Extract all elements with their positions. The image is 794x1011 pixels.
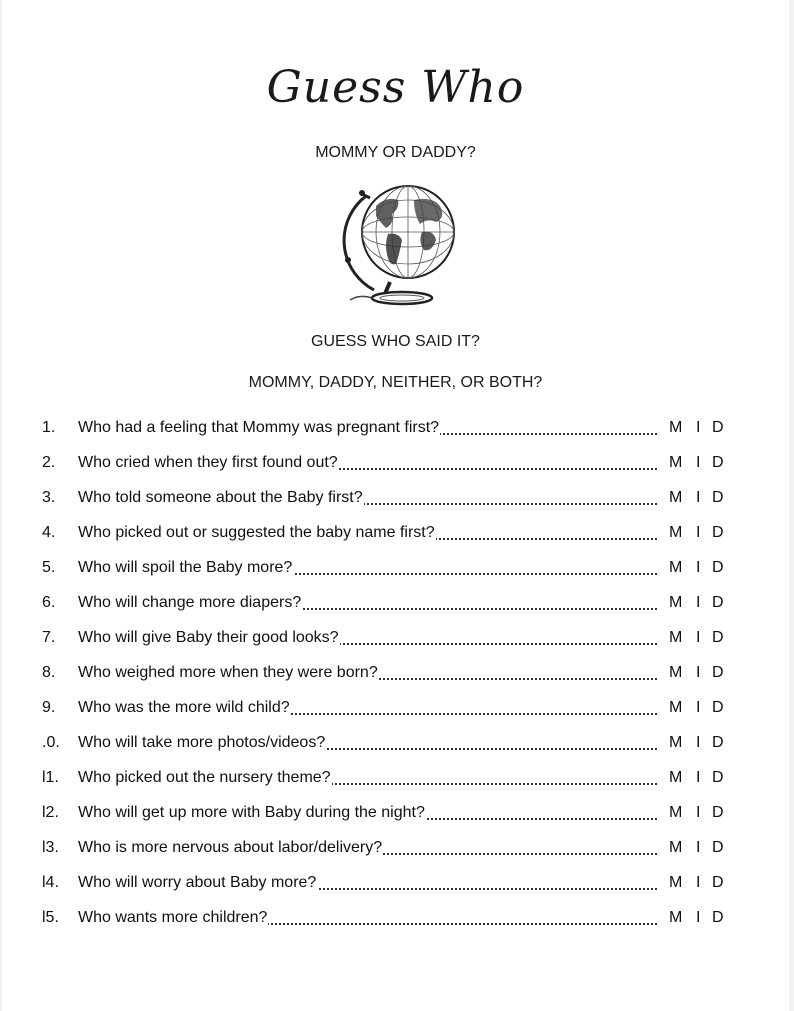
subtitle-guess-who-said-it: GUESS WHO SAID IT?: [311, 333, 480, 350]
question-text: Who picked out or suggested the baby name first?: [78, 524, 435, 541]
choice-separator: I: [696, 489, 701, 506]
choice-d: D: [712, 909, 724, 926]
question-text: Who had a feeling that Mommy was pregnant first?: [78, 419, 440, 436]
choice-m: M: [669, 699, 683, 716]
question-text: Who will take more photos/videos?: [78, 734, 326, 751]
question-number: 2.: [42, 454, 56, 471]
choice-d: D: [712, 734, 724, 751]
choice-separator: I: [696, 769, 701, 786]
question-text: Who picked out the nursery theme?: [78, 769, 331, 786]
subtitle-mommy-or-daddy: MOMMY OR DADDY?: [315, 144, 476, 161]
subtitle-answer-options: MOMMY, DADDY, NEITHER, OR BOTH?: [248, 374, 543, 391]
question-number: l2.: [42, 804, 59, 821]
question-number: 5.: [42, 559, 56, 576]
choice-d: D: [712, 664, 724, 681]
question-text: Who was the more wild child?: [78, 699, 290, 716]
choice-d: D: [712, 524, 724, 541]
question-row-12: [2, 800, 789, 824]
question-number: 1.: [42, 419, 56, 436]
globe-icon: [336, 178, 462, 308]
choice-d: D: [712, 489, 724, 506]
choice-m: M: [669, 629, 683, 646]
question-text: Who is more nervous about labor/delivery?: [78, 839, 383, 856]
choice-separator: I: [696, 804, 701, 821]
question-row-13: [2, 835, 789, 859]
choice-m: M: [669, 839, 683, 856]
question-row-7: [2, 625, 789, 649]
question-text: Who will spoil the Baby more?: [78, 559, 293, 576]
question-row-5: [2, 555, 789, 579]
question-number: .0.: [42, 734, 60, 751]
question-row-10: [2, 730, 789, 754]
question-text: Who weighed more when they were born?: [78, 664, 378, 681]
choice-m: M: [669, 559, 683, 576]
choice-separator: I: [696, 419, 701, 436]
question-row-2: [2, 450, 789, 474]
question-text: Who will give Baby their good looks?: [78, 629, 339, 646]
choice-separator: I: [696, 629, 701, 646]
choice-d: D: [712, 804, 724, 821]
choice-separator: I: [696, 594, 701, 611]
choice-separator: I: [696, 909, 701, 926]
choice-m: M: [669, 524, 683, 541]
question-number: 7.: [42, 629, 56, 646]
page-title: Guess Who: [266, 62, 525, 113]
choice-separator: I: [696, 839, 701, 856]
choice-d: D: [712, 594, 724, 611]
question-row-8: [2, 660, 789, 684]
choice-d: D: [712, 559, 724, 576]
question-text: Who told someone about the Baby first?: [78, 489, 363, 506]
choice-separator: I: [696, 874, 701, 891]
question-row-3: [2, 485, 789, 509]
choice-m: M: [669, 804, 683, 821]
question-number: 9.: [42, 699, 56, 716]
question-row-6: [2, 590, 789, 614]
question-text: Who wants more children?: [78, 909, 268, 926]
choice-separator: I: [696, 734, 701, 751]
choice-m: M: [669, 734, 683, 751]
question-row-1: [2, 415, 789, 439]
choice-m: M: [669, 454, 683, 471]
choice-separator: I: [696, 559, 701, 576]
question-number: l5.: [42, 909, 59, 926]
question-row-11: [2, 765, 789, 789]
question-text: Who will change more diapers?: [78, 594, 302, 611]
choice-separator: I: [696, 454, 701, 471]
choice-m: M: [669, 419, 683, 436]
choice-d: D: [712, 839, 724, 856]
choice-m: M: [669, 594, 683, 611]
choice-m: M: [669, 909, 683, 926]
choice-separator: I: [696, 664, 701, 681]
question-row-9: [2, 695, 789, 719]
question-number: 8.: [42, 664, 56, 681]
choice-d: D: [712, 419, 724, 436]
choice-d: D: [712, 699, 724, 716]
choice-m: M: [669, 874, 683, 891]
choice-d: D: [712, 769, 724, 786]
question-number: 4.: [42, 524, 56, 541]
question-number: 3.: [42, 489, 56, 506]
question-text: Who will worry about Baby more?: [78, 874, 317, 891]
choice-separator: I: [696, 699, 701, 716]
question-number: l3.: [42, 839, 59, 856]
choice-m: M: [669, 489, 683, 506]
choice-separator: I: [696, 524, 701, 541]
worksheet-page: [2, 0, 789, 1011]
question-text: Who will get up more with Baby during the night?: [78, 804, 425, 821]
question-row-4: [2, 520, 789, 544]
question-number: l4.: [42, 874, 59, 891]
question-number: 6.: [42, 594, 56, 611]
choice-m: M: [669, 769, 683, 786]
question-text: Who cried when they first found out?: [78, 454, 338, 471]
question-row-15: [2, 905, 789, 929]
question-number: l1.: [42, 769, 59, 786]
choice-m: M: [669, 664, 683, 681]
choice-d: D: [712, 874, 724, 891]
question-row-14: [2, 870, 789, 894]
choice-d: D: [712, 454, 724, 471]
choice-d: D: [712, 629, 724, 646]
